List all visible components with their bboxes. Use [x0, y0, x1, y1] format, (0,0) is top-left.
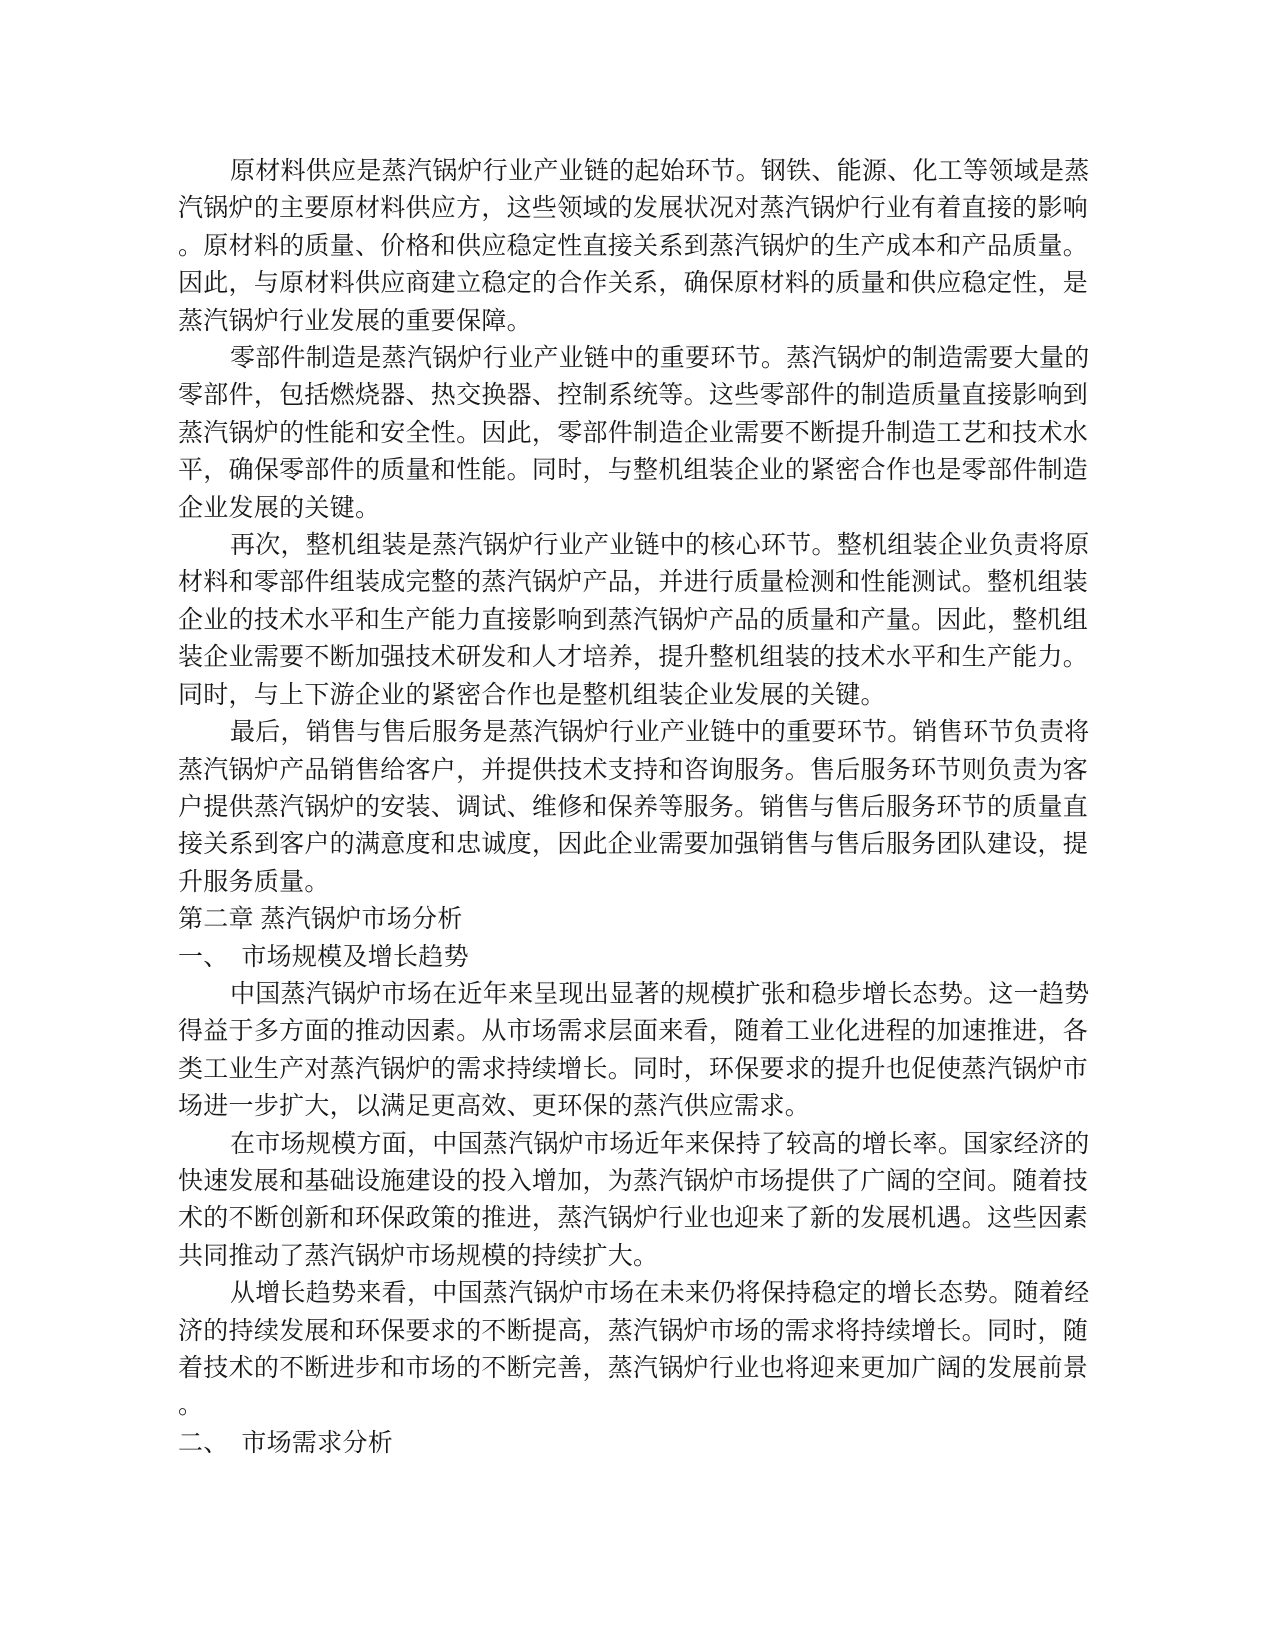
section-heading-2: 二、 市场需求分析 [178, 1429, 394, 1457]
text-line: 。原材料的质量、价格和供应稳定性直接关系到蒸汽锅炉的生产成本和产品质量。 [178, 232, 1089, 260]
text-line: 类工业生产对蒸汽锅炉的需求持续增长。同时，环保要求的提升也促使蒸汽锅炉市 [178, 1055, 1089, 1083]
text-line: 场进一步扩大，以满足更高效、更环保的蒸汽供应需求。 [178, 1093, 811, 1121]
section-heading-1: 一、 市场规模及增长趋势 [178, 943, 469, 971]
text-line: 零部件，包括燃烧器、热交换器、控制系统等。这些零部件的制造质量直接影响到 [178, 382, 1089, 410]
text-block [178, 153, 1090, 1462]
text-line: 快速发展和基础设施建设的投入增加，为蒸汽锅炉市场提供了广阔的空间。随着技 [178, 1167, 1089, 1195]
text-line: 共同推动了蒸汽锅炉市场规模的持续扩大。 [178, 1242, 659, 1270]
chapter-heading: 第二章 蒸汽锅炉市场分析 [178, 906, 463, 934]
text-line: 最后，销售与售后服务是蒸汽锅炉行业产业链中的重要环节。销售环节负责将 [230, 719, 1090, 747]
text-line: 装企业需要不断加强技术研发和人才培养，提升整机组装的技术水平和生产能力。 [178, 644, 1089, 672]
text-line: 因此，与原材料供应商建立稳定的合作关系，确保原材料的质量和供应稳定性，是 [178, 270, 1089, 298]
text-line: 接关系到客户的满意度和忠诚度，因此企业需要加强销售与售后服务团队建设，提 [178, 831, 1089, 859]
text-line: 得益于多方面的推动因素。从市场需求层面来看，随着工业化进程的加速推进，各 [178, 1018, 1089, 1046]
text-line: 蒸汽锅炉的性能和安全性。因此，零部件制造企业需要不断提升制造工艺和技术水 [178, 419, 1089, 447]
text-line: 在市场规模方面，中国蒸汽锅炉市场近年来保持了较高的增长率。国家经济的 [230, 1130, 1090, 1158]
text-line: 平，确保零部件的质量和性能。同时，与整机组装企业的紧密合作也是零部件制造 [178, 457, 1089, 485]
text-line: 中国蒸汽锅炉市场在近年来呈现出显著的规模扩张和稳步增长态势。这一趋势 [230, 980, 1090, 1008]
text-line: 企业的技术水平和生产能力直接影响到蒸汽锅炉产品的质量和产量。因此，整机组 [178, 606, 1089, 634]
text-line: 术的不断创新和环保政策的推进，蒸汽锅炉行业也迎来了新的发展机遇。这些因素 [178, 1205, 1089, 1233]
text-line: 原材料供应是蒸汽锅炉行业产业链的起始环节。钢铁、能源、化工等领域是蒸 [230, 158, 1090, 185]
text-line: 户提供蒸汽锅炉的安装、调试、维修和保养等服务。销售与售后服务环节的质量直 [178, 793, 1089, 821]
text-line: 升服务质量。 [178, 868, 330, 896]
text-line: 再次，整机组装是蒸汽锅炉行业产业链中的核心环节。整机组装企业负责将原 [230, 532, 1090, 560]
text-line: 企业发展的关键。 [178, 494, 381, 522]
text-line: 零部件制造是蒸汽锅炉行业产业链中的重要环节。蒸汽锅炉的制造需要大量的 [230, 345, 1090, 373]
text-line: 蒸汽锅炉产品销售给客户，并提供技术支持和咨询服务。售后服务环节则负责为客 [178, 756, 1089, 784]
text-line: 同时，与上下游企业的紧密合作也是整机组装企业发展的关键。 [178, 681, 886, 709]
text-line: 材料和零部件组装成完整的蒸汽锅炉产品，并进行质量检测和性能测试。整机组装 [178, 569, 1089, 597]
text-line: 从增长趋势来看，中国蒸汽锅炉市场在未来仍将保持稳定的增长态势。随着经 [230, 1280, 1090, 1308]
text-line: 着技术的不断进步和市场的不断完善，蒸汽锅炉行业也将迎来更加广阔的发展前景 [178, 1355, 1089, 1382]
text-line: 蒸汽锅炉行业发展的重要保障。 [178, 307, 532, 335]
text-line: 济的持续发展和环保要求的不断提高，蒸汽锅炉市场的需求将持续增长。同时，随 [178, 1317, 1089, 1345]
text-line: 汽锅炉的主要原材料供应方，这些领域的发展状况对蒸汽锅炉行业有着直接的影响 [178, 195, 1089, 223]
text-line: 。 [178, 1392, 204, 1420]
